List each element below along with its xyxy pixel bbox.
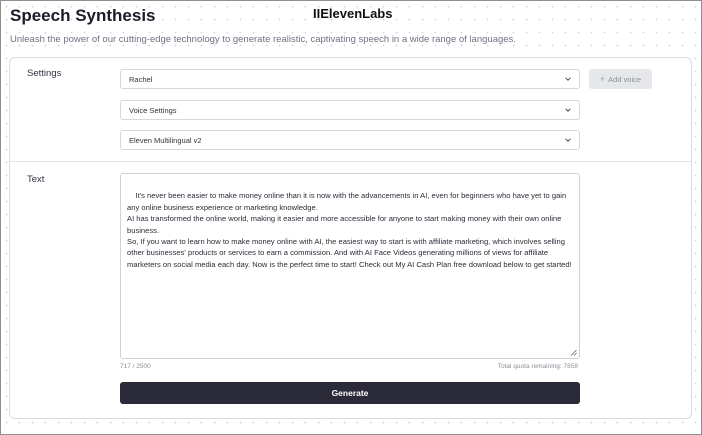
voice-settings-value: Voice Settings: [129, 106, 177, 115]
page-title: Speech Synthesis: [10, 6, 156, 25]
chevron-down-icon: [564, 106, 572, 114]
section-divider: [10, 161, 691, 162]
add-voice-label: Add voice: [608, 75, 642, 84]
text-input-content: It's never been easier to make money online than it is now with the advancements in AI, even for beginners who have yet to gain any online business experience or marketing knowledge. AI has transformed the online world, making it easier and more accessible for anyone to start making money with their own online business. So, If you want to learn how to make money online with AI, the easiest way to start is with affiliate marketing, which involves selling other businesses' products or services to earn a commission. And with AI Face Videos generating millions of views for affiliate marketers on social media each day. Now is the perfect time to start! Check out My AI Cash Plan free download below to get started!: [127, 191, 572, 269]
chevron-down-icon: [564, 136, 572, 144]
plus-icon: +: [599, 74, 606, 84]
synthesis-card: [9, 57, 692, 419]
settings-label: Settings: [27, 68, 62, 79]
voice-select-value: Rachel: [129, 75, 153, 84]
add-voice-button[interactable]: [589, 69, 652, 89]
voice-select[interactable]: [120, 69, 580, 89]
voice-settings-select[interactable]: [120, 100, 580, 120]
chevron-down-icon: [564, 75, 572, 83]
quota-remaining: Total quota remaining: 7858: [497, 363, 578, 370]
text-input[interactable]: [120, 173, 580, 359]
text-label: Text: [27, 174, 45, 185]
model-select-value: Eleven Multilingual v2: [129, 136, 202, 145]
resize-handle-icon[interactable]: [570, 349, 577, 356]
generate-button[interactable]: Generate: [120, 382, 580, 404]
character-counter: 717 / 2500: [120, 363, 151, 370]
elevenlabs-logo[interactable]: IIElevenLabs: [313, 6, 393, 21]
page-subtitle: Unleash the power of our cutting-edge technology to generate realistic, captivating speech in a wide range of languages.: [10, 34, 516, 45]
model-select[interactable]: [120, 130, 580, 150]
